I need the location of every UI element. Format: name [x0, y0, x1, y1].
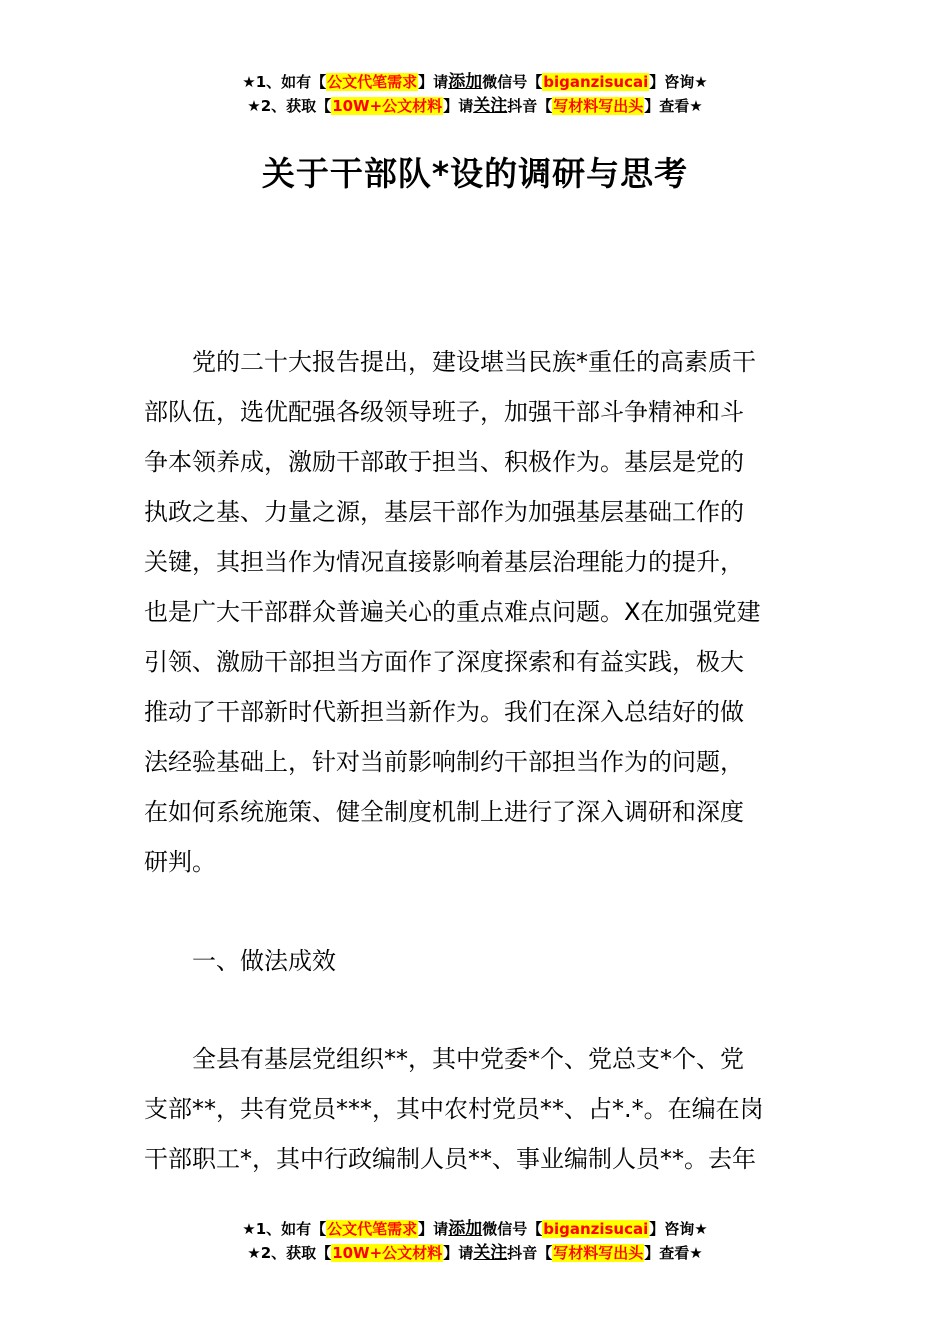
banner-text: 微信号【 [482, 73, 543, 91]
banner-text: 】咨询★ [649, 73, 708, 91]
paragraph-line: 引领、激励干部担当方面作了深度探索和有益实践，极大 [144, 648, 744, 676]
paragraph-line: 研判。 [144, 848, 216, 876]
banner-text: 】请 [443, 97, 474, 115]
top-banner [0, 70, 950, 118]
banner-text: 】查看★ [644, 1244, 703, 1262]
banner-line-1 [0, 1217, 950, 1241]
paragraph-line: 支部**，共有党员***，其中农村党员**、占*.*。在编在岗 [144, 1095, 764, 1123]
banner-underlined: 添加 [448, 72, 483, 92]
banner-underlined: 关注 [473, 1243, 508, 1263]
banner-text: 】请 [418, 73, 449, 91]
banner-text: 抖音【 [507, 1244, 553, 1262]
banner-text: 】查看★ [644, 97, 703, 115]
banner-text: ★2、获取【 [247, 97, 332, 115]
banner-text: 】咨询★ [649, 1220, 708, 1238]
banner-text: ★1、如有【 [242, 73, 327, 91]
section-1-heading: 一、做法成效 [192, 947, 336, 975]
banner-line-2 [0, 94, 950, 118]
paragraph-line: 也是广大干部群众普遍关心的重点难点问题。X在加强党建 [144, 598, 761, 626]
paragraph-line: 党的二十大报告提出，建设堪当民族*重任的高素质干 [192, 348, 756, 376]
banner-text: ★1、如有【 [242, 1220, 327, 1238]
banner-highlight: 公文代笔需求 [327, 73, 418, 91]
paragraph-line: 关键，其担当作为情况直接影响着基层治理能力的提升， [144, 548, 744, 576]
paragraph-line: 推动了干部新时代新担当新作为。我们在深入总结好的做 [144, 698, 744, 726]
banner-text: 抖音【 [507, 97, 553, 115]
section-heading [144, 936, 806, 986]
banner-text: 微信号【 [482, 1220, 543, 1238]
paragraph-line: 法经验基础上，针对当前影响制约干部担当作为的问题， [144, 748, 744, 776]
banner-highlight-wechat: biganzisucai [543, 1220, 649, 1238]
paragraph-line: 干部职工*，其中行政编制人员**、事业编制人员**。去年 [144, 1145, 756, 1173]
banner-highlight: 10W+公文材料 [332, 97, 443, 115]
banner-highlight-wechat: biganzisucai [543, 73, 649, 91]
banner-text: 】请 [443, 1244, 474, 1262]
banner-highlight: 10W+公文材料 [332, 1244, 443, 1262]
banner-line-1 [0, 70, 950, 94]
paragraph-line: 争本领养成，激励干部敢于担当、积极作为。基层是党的 [144, 448, 744, 476]
paragraph-line: 部队伍，选优配强各级领导班子，加强干部斗争精神和斗 [144, 398, 744, 426]
banner-highlight-douyin: 写材料写出头 [553, 1244, 644, 1262]
page-title: 关于干部队*设的调研与思考 [261, 154, 689, 193]
banner-text: ★2、获取【 [247, 1244, 332, 1262]
paragraph-line: 在如何系统施策、健全制度机制上进行了深入调研和深度 [144, 798, 744, 826]
banner-highlight: 公文代笔需求 [327, 1220, 418, 1238]
section-1-paragraph [144, 1034, 806, 1184]
banner-highlight-douyin: 写材料写出头 [553, 97, 644, 115]
banner-underlined: 添加 [448, 1219, 483, 1239]
intro-paragraph [144, 337, 806, 887]
banner-text: 】请 [418, 1220, 449, 1238]
bottom-banner [0, 1217, 950, 1265]
banner-line-2 [0, 1241, 950, 1265]
banner-underlined: 关注 [473, 96, 508, 116]
paragraph-line: 执政之基、力量之源，基层干部作为加强基层基础工作的 [144, 498, 744, 526]
paragraph-line: 全县有基层党组织**，其中党委*个、党总支*个、党 [192, 1045, 744, 1073]
